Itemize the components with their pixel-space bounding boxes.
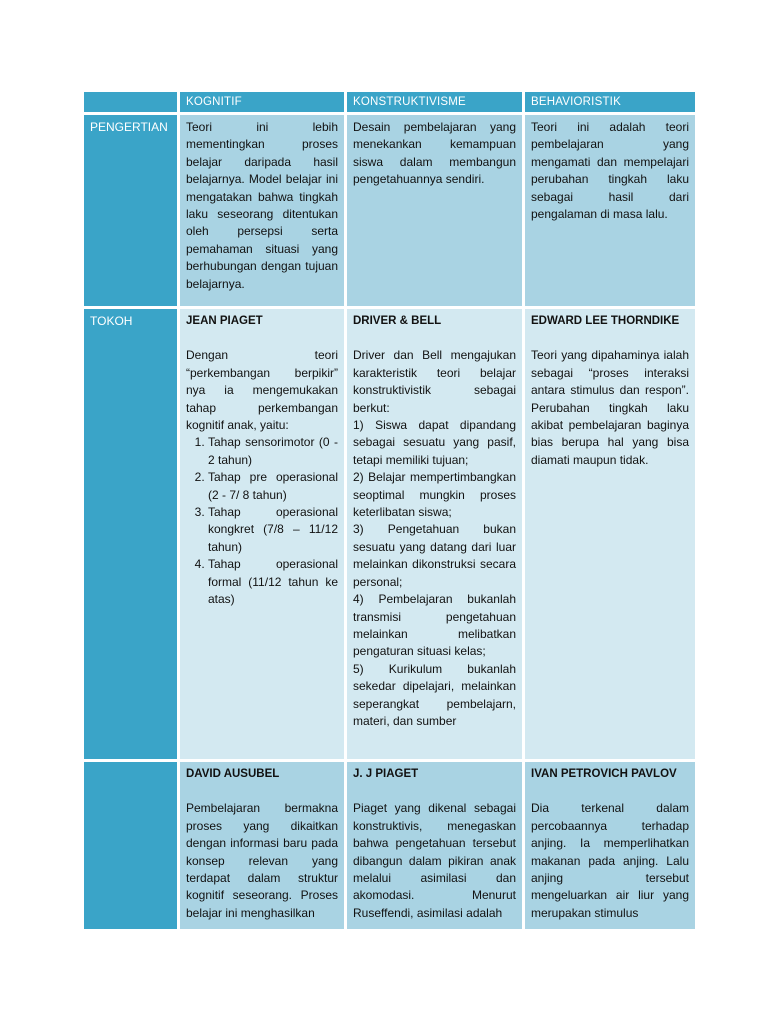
list-item: 3. Tahap operasional kongkret (7/8 – 11/12 tahun) xyxy=(208,504,338,556)
tokoh-kognitif xyxy=(180,309,344,759)
list-item: 4. Tahap operasional formal (11/12 tahun ke atas) xyxy=(208,556,338,608)
comparison-table xyxy=(84,92,696,929)
row-label-tokoh: TOKOH xyxy=(84,309,177,759)
row-label-pengertian: PENGERTIAN xyxy=(84,115,177,306)
tokoh-name: IVAN PETROVICH PAVLOV xyxy=(531,768,677,780)
pengertian-behavioristik: Teori ini adalah teori pembelajaran yang mengamati dan mempelajari perubahan tingkah laku sebagai hasil dari pengalaman di masa lalu. xyxy=(525,115,695,306)
list-item: 2. Tahap pre operasional (2 - 7/ 8 tahun) xyxy=(208,469,338,504)
tokoh-description: Teori yang dipahaminya ialah sebagai “proses interaksi antara stimulus dan respon”. Perubahan tingkah laku akibat pembelajaran baginya bias berupa hal yang bisa diamati maupun tidak. xyxy=(531,348,689,467)
header-konstruktivisme: KONSTRUKTIVISME xyxy=(347,92,522,112)
tokoh-name: DAVID AUSUBEL xyxy=(186,768,280,780)
list-item: 3) Pengetahuan bukan sesuatu yang datang dari luar melainkan dikonstruksi secara personal; xyxy=(353,522,516,589)
header-behavioristik: BEHAVIORISTIK xyxy=(525,92,695,112)
tokoh-description: Dengan teori “perkembangan berpikir” nya ia mengemukakan tahap perkembangan kognitif anak, yaitu: xyxy=(186,348,338,433)
header-empty xyxy=(84,92,177,112)
tokoh2-behavioristik xyxy=(525,762,695,929)
tokoh-name: DRIVER & BELL xyxy=(353,315,442,327)
tokoh-description: Dia terkenal dalam percobaannya terhadap anjing. Ia memperlihatkan makanan pada anjing. Lalu anjing tersebut mengeluarkan air liur yang merupakan stimulus xyxy=(531,801,689,920)
tokoh-description: Driver dan Bell mengajukan karakteristik teori belajar konstruktivistik sebagai berkut: xyxy=(353,348,516,415)
tokoh-name: J. J PIAGET xyxy=(353,768,419,780)
header-kognitif: KOGNITIF xyxy=(180,92,344,112)
tokoh-name: EDWARD LEE THORNDIKE xyxy=(531,315,680,327)
tokoh2-kognitif xyxy=(180,762,344,929)
tokoh2-konstruktivisme xyxy=(347,762,522,929)
row-label-empty xyxy=(84,762,177,929)
pengertian-konstruktivisme: Desain pembelajaran yang menekankan kemampuan siswa dalam membangun pengetahuannya sendiri. xyxy=(347,115,522,306)
tokoh-description: Pembelajaran bermakna proses yang dikaitkan dengan informasi baru pada konsep relevan yang terdapat dalam struktur kognitif seseorang. Proses belajar ini menghasilkan xyxy=(186,801,338,920)
list-item: 4) Pembelajaran bukanlah transmisi pengetahuan melainkan melibatkan pengaturan situasi kelas; xyxy=(353,592,516,659)
tokoh-name: JEAN PIAGET xyxy=(186,315,263,327)
list-item: 1) Siswa dapat dipandang sebagai sesuatu yang pasif, tetapi memiliki tujuan; xyxy=(353,418,516,467)
list-item: 5) Kurikulum bukanlah sekedar dipelajari, melainkan seperangkat pembelajarn, materi, dan sumber xyxy=(353,661,516,728)
tokoh-behavioristik xyxy=(525,309,695,759)
list-item: 1. Tahap sensorimotor (0 - 2 tahun) xyxy=(208,434,338,469)
tokoh-konstruktivisme xyxy=(347,309,522,759)
list-item: 2) Belajar mempertimbangkan seoptimal mungkin proses keterlibatan siswa; xyxy=(353,470,516,520)
stage-list xyxy=(186,434,338,608)
tokoh-description: Piaget yang dikenal sebagai konstruktivis, menegaskan bahwa pengetahuan tersebut dibangun dalam pikiran anak melalui asimilasi dan akomodasi. Menurut Ruseffendi, asimilasi adalah xyxy=(353,801,516,920)
pengertian-kognitif: Teori ini lebih mementingkan proses belajar daripada hasil belajarnya. Model belajar ini mengatakan bahwa tingkah laku seseorang ditentukan oleh persepsi serta pemahaman situasi yang berhubungan dengan tujuan belajarnya. xyxy=(180,115,344,306)
